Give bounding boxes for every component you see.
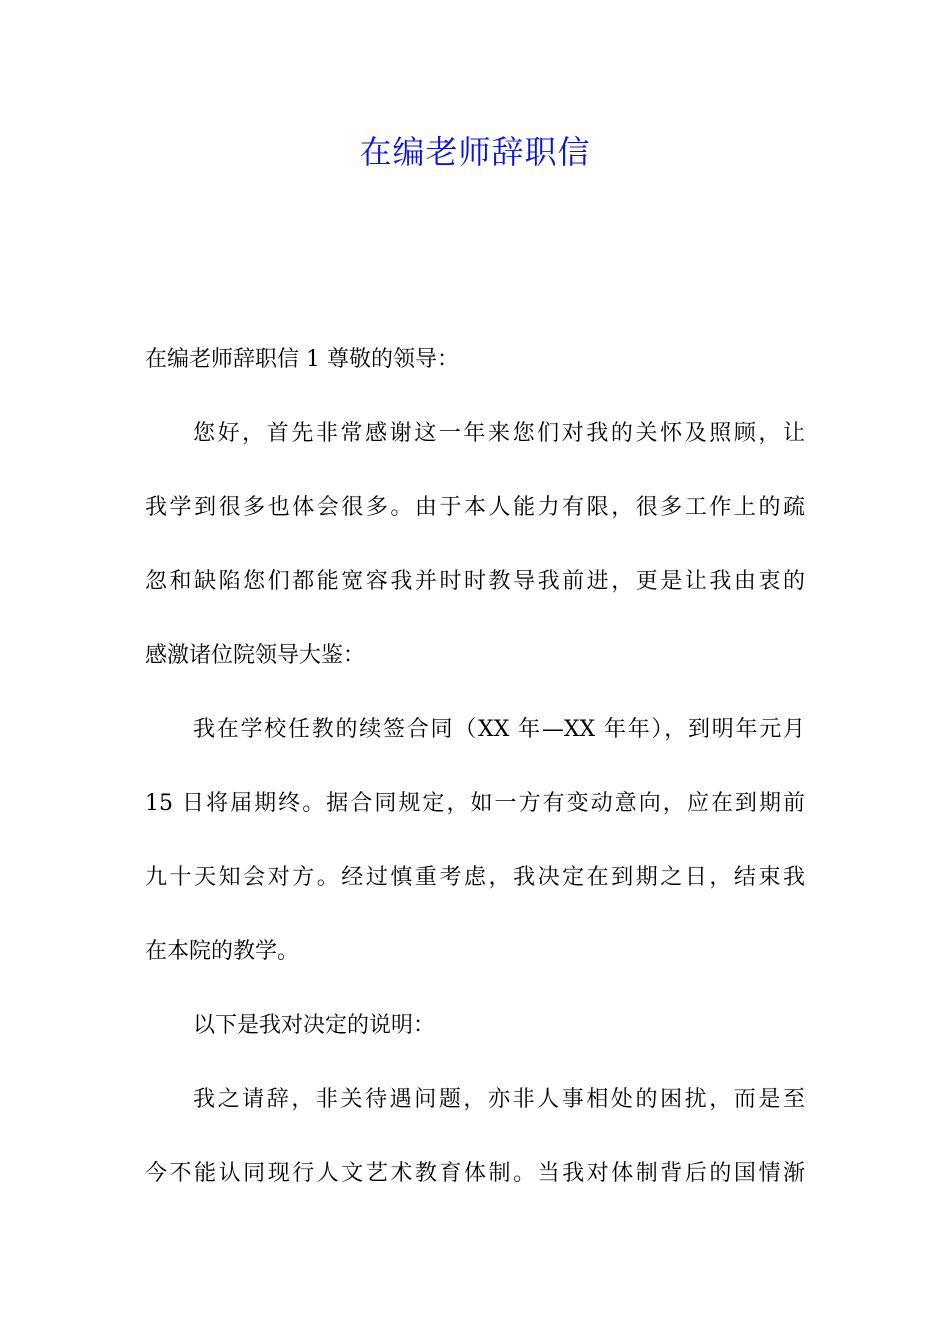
body-line: 我在学校任教的续签合同（XX 年—XX 年年），到明年元月 bbox=[193, 717, 805, 742]
body-line: 忽和缺陷您们都能宽容我并时时教导我前进，更是让我由衷的 bbox=[145, 569, 805, 594]
body-line: 您好，首先非常感谢这一年来您们对我的关怀及照顾，让 bbox=[193, 421, 805, 446]
document-body bbox=[145, 338, 805, 1226]
body-line: 以下是我对决定的说明： bbox=[193, 1013, 436, 1038]
body-line: 在本院的教学。 bbox=[145, 939, 300, 964]
body-line-greeting: 在编老师辞职信 1 尊敬的领导： bbox=[145, 347, 459, 372]
body-line: 九十天知会对方。经过慎重考虑，我决定在到期之日，结束我 bbox=[145, 865, 805, 890]
body-line: 我学到很多也体会很多。由于本人能力有限，很多工作上的疏 bbox=[145, 495, 805, 520]
document-title: 在编老师辞职信 bbox=[359, 133, 591, 171]
body-line: 感激诸位院领导大鉴： bbox=[145, 643, 366, 668]
body-line: 15 日将届期终。据合同规定，如一方有变动意向，应在到期前 bbox=[145, 791, 805, 816]
body-line: 我之请辞，非关待遇问题，亦非人事相处的困扰，而是至 bbox=[193, 1087, 805, 1112]
body-line: 今不能认同现行人文艺术教育体制。当我对体制背后的国情渐 bbox=[145, 1161, 805, 1186]
